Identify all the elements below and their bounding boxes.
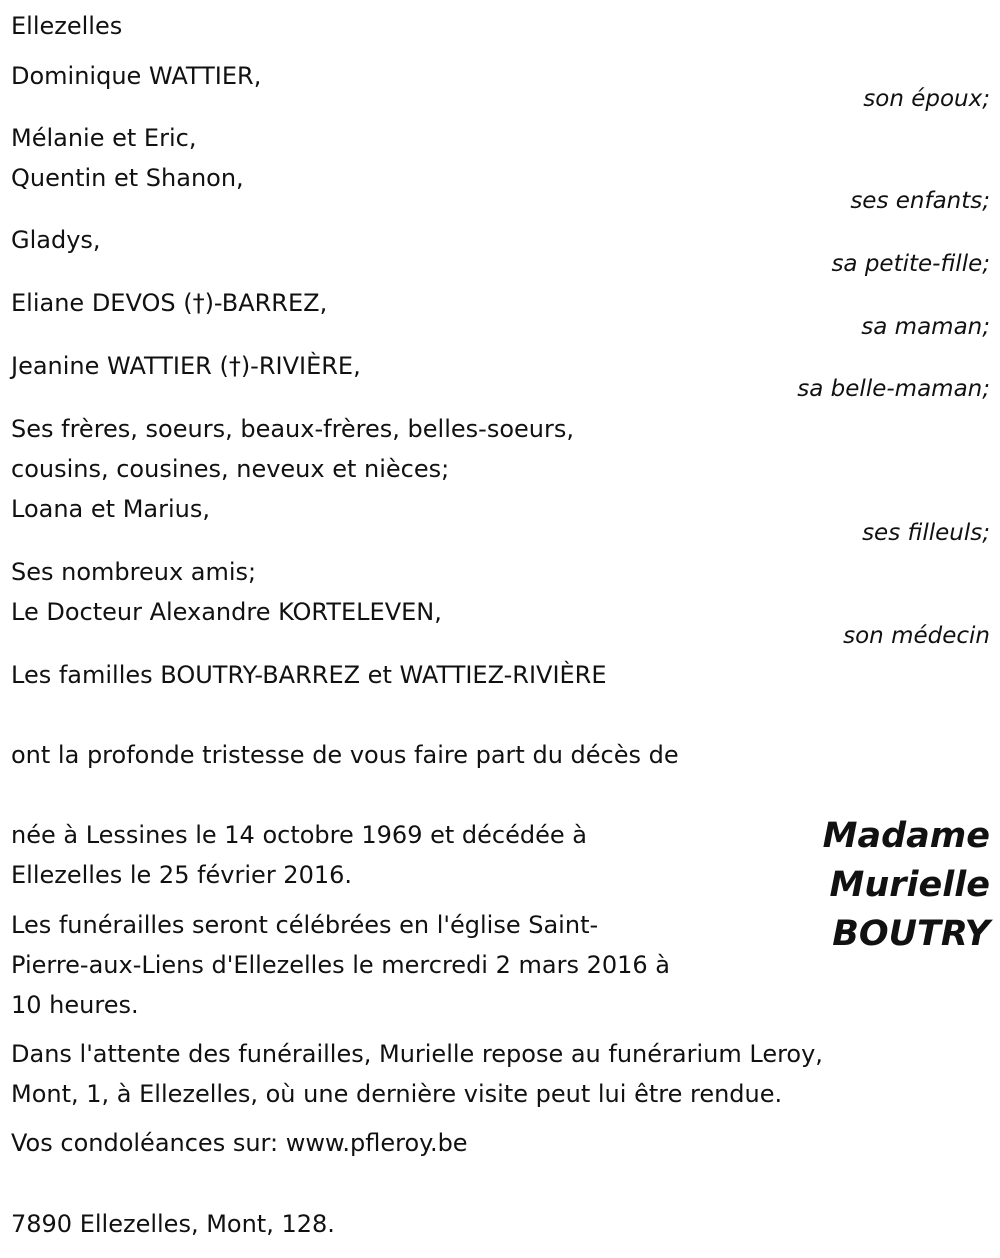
condolences-line	[11, 1123, 468, 1163]
family-member-granddaughter: Gladys,	[11, 226, 101, 254]
visitation-line-1: Dans l'attente des funérailles, Murielle repose au funérarium Leroy,	[11, 1040, 823, 1068]
birth-death-line-2: Ellezelles le 25 février 2016.	[11, 861, 353, 889]
village-heading: Ellezelles	[11, 12, 123, 40]
relation-spouse: son époux;	[863, 86, 990, 112]
family-siblings-line-2: cousins, cousines, neveux et nièces;	[11, 455, 450, 483]
deceased-first-name: Murielle	[829, 865, 990, 905]
birth-death-line-1: née à Lessines le 14 octobre 1969 et décédée à	[11, 821, 587, 849]
visitation-line-2: Mont, 1, à Ellezelles, où une dernière visite peut lui être rendue.	[11, 1080, 783, 1108]
family-member-spouse: Dominique WATTIER,	[11, 62, 262, 90]
deceased-title: Madame	[822, 816, 990, 856]
relation-mother-in-law: sa belle-maman;	[797, 376, 990, 402]
relation-doctor: son médecin	[843, 623, 990, 649]
relation-children: ses enfants;	[850, 188, 990, 214]
condolences-label: Vos condoléances sur:	[11, 1129, 286, 1157]
condolences-link[interactable]: www.pfleroy.be	[285, 1129, 468, 1157]
announcement-text: ont la profonde tristesse de vous faire part du décès de	[11, 741, 679, 769]
relation-mother: sa maman;	[861, 314, 990, 340]
family-siblings-line-1: Ses frères, soeurs, beaux-frères, belles-soeurs,	[11, 415, 574, 443]
deceased-name	[823, 812, 990, 959]
family-member-child-2: Quentin et Shanon,	[11, 164, 244, 192]
family-member-mother-in-law: Jeanine WATTIER (†)-RIVIÈRE,	[11, 352, 361, 380]
family-member-mother: Eliane DEVOS (†)-BARREZ,	[11, 289, 328, 317]
deceased-last-name: BOUTRY	[832, 914, 990, 954]
relation-granddaughter: sa petite-fille;	[831, 251, 990, 277]
family-doctor: Le Docteur Alexandre KORTELEVEN,	[11, 598, 442, 626]
family-households: Les familles BOUTRY-BARREZ et WATTIEZ-RIVIÈRE	[11, 661, 607, 689]
family-member-child-1: Mélanie et Eric,	[11, 124, 197, 152]
funeral-line-1: Les funérailles seront célébrées en l'église Saint-	[11, 911, 599, 939]
family-friends: Ses nombreux amis;	[11, 558, 257, 586]
funeral-line-2: Pierre-aux-Liens d'Ellezelles le mercredi 2 mars 2016 à	[11, 951, 670, 979]
funeral-line-3: 10 heures.	[11, 991, 139, 1019]
family-godchildren: Loana et Marius,	[11, 495, 210, 523]
address-line: 7890 Ellezelles, Mont, 128.	[11, 1210, 335, 1238]
relation-godchildren: ses filleuls;	[862, 520, 990, 546]
